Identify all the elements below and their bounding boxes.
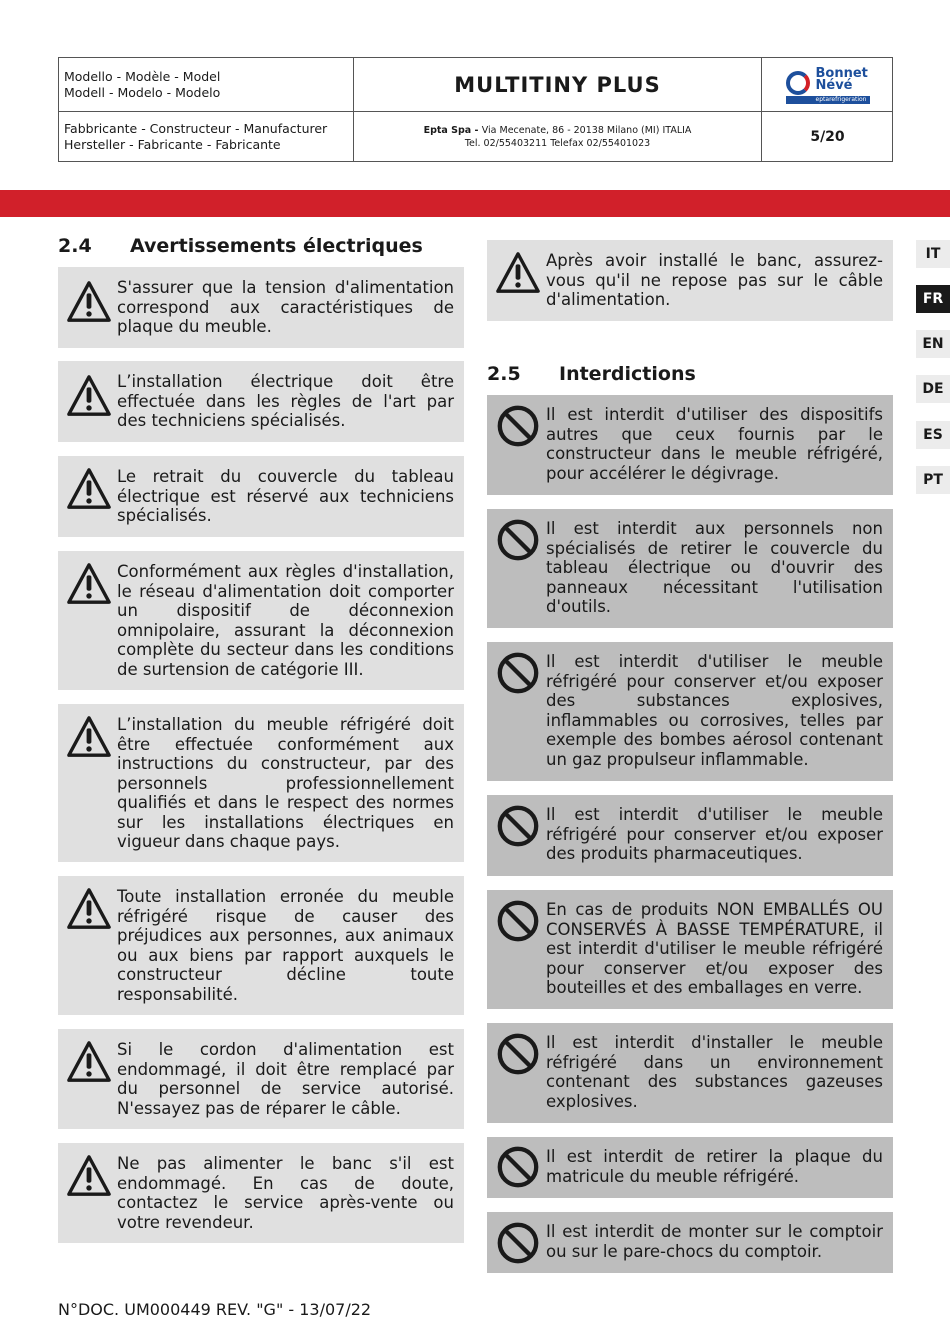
company-address: Via Mecenate, 86 - 20138 Milano (MI) ITALIA [481,125,692,136]
model-name: MULTITINY PLUS [454,72,661,97]
model-label-1: Modello - Modèle - Model [64,68,221,84]
prohibition-box [487,509,893,628]
logo-text-2: Névé [815,77,853,93]
company-name: Epta Spa - [423,125,482,136]
prohibition-icon [495,898,541,944]
prohibition-text: Il est interdit d'utiliser le meuble réfrigéré pour conserver et/ou exposer des substances explosives, inflammables ou corrosives, telles par exemple des bombes aérosol contenant un gaz propulseur inflammable. [546,652,883,769]
prohibition-text: Il est interdit d'utiliser des dispositifs autres que ceux fournis par le constructeur dans le meuble réfrigéré, pour accélérer le dégivrage. [546,405,883,483]
warning-triangle-icon [66,886,112,932]
company-phone: Tel. 02/55403211 Telefax 02/55401023 [464,138,651,149]
warning-triangle-icon [66,1039,112,1085]
manufacturer-label-1: Fabbricante - Constructeur - Manufacturer [64,121,328,136]
prohibition-box [487,642,893,781]
lang-tab-it[interactable]: IT [916,240,950,268]
warning-triangle-icon [66,466,112,512]
prohibition-box [487,795,893,876]
page-number-cell [762,112,893,162]
document-number: N°DOC. UM000449 REV. "G" - 13/07/22 [58,1300,372,1319]
warning-box [58,267,464,348]
warning-box [58,1143,464,1243]
prohibition-box [487,395,893,495]
warning-triangle-icon [66,373,112,419]
warning-triangle-icon [66,561,112,607]
warning-box [58,551,464,690]
prohibition-text: Il est interdit d'utiliser le meuble réfrigéré pour conserver et/ou exposer des produits pharmaceutiques. [546,805,883,863]
warning-box [58,876,464,1015]
lang-tab-fr[interactable]: FR [916,285,950,313]
warning-box [58,704,464,862]
model-name-cell [354,58,762,111]
red-band [0,190,950,217]
model-label-2: Modell - Modelo - Modelo [64,84,221,100]
manufacturer-label-cell [59,112,354,162]
warning-text: L’installation électrique doit être effectuée dans les règles de l'art par des techniciens spécialisés. [117,372,454,430]
section-number: 2.5 [487,363,521,385]
logo-text-1: Bonnet [815,65,868,81]
prohibition-text: Il est interdit de retirer la plaque du matricule du meuble réfrigéré. [546,1147,883,1186]
section-heading: Avertissements électriques [130,235,423,257]
model-label-cell [59,58,354,111]
prohibition-text: En cas de produits NON EMBALLÉS OU CONSERVÉS À BASSE TEMPÉRATURE, il est interdit d'utiliser le meuble réfrigéré pour conserver et/ou exposer des bouteilles et des emballages en verre. [546,900,883,997]
warning-text: S'assurer que la tension d'alimentation correspond aux caractéristiques de plaque du meuble. [117,278,454,336]
warning-box [58,1029,464,1129]
prohibition-icon [495,1144,541,1190]
warning-box [58,361,464,442]
warning-text: Après avoir installé le banc, assurez-vous qu'il ne repose pas sur le câble d'alimentation. [546,251,883,309]
manufacturer-label-2: Hersteller - Fabricante - Fabricante [64,137,281,152]
warning-text: Ne pas alimenter le banc s'il est endommagé. En cas de doute, contactez le service après-vente ou votre revendeur. [117,1154,454,1232]
warning-triangle-icon [495,250,541,296]
warning-triangle-icon [66,279,112,325]
lang-tab-de[interactable]: DE [916,375,950,403]
prohibition-text: Il est interdit de monter sur le comptoir ou sur le pare-chocs du comptoir. [546,1222,883,1261]
header-row-model [59,58,892,112]
prohibition-icon [495,650,541,696]
prohibition-box [487,890,893,1009]
warning-text: Toute installation erronée du meuble réfrigéré risque de causer des préjudices aux personnes, aux animaux ou aux biens par rapport auxquels le constructeur décline toute responsabilité. [117,887,454,1004]
prohibition-icon [495,517,541,563]
header-row-manufacturer [59,112,892,162]
warning-text: Le retrait du couvercle du tableau électrique est réservé aux techniciens spécialisés. [117,467,454,525]
page-number: 5/20 [810,129,845,145]
warning-box [487,240,893,321]
prohibition-icon [495,1031,541,1077]
lang-tab-en[interactable]: EN [916,330,950,358]
prohibition-icon [495,403,541,449]
prohibition-box [487,1137,893,1198]
prohibition-icon [495,803,541,849]
prohibition-box [487,1023,893,1123]
section-title-2-4 [58,235,423,257]
warning-text: Si le cordon d'alimentation est endommagé, il doit être remplacé par du personnel de service autorisé. N'essayez pas de réparer le câble. [117,1040,454,1118]
warning-triangle-icon [66,714,112,760]
logo-subtitle: eptarefrigeration [786,96,870,104]
lang-tab-es[interactable]: ES [916,421,950,449]
prohibition-box [487,1212,893,1273]
manufacturer-address-cell [354,112,762,162]
bonnet-neve-logo [786,65,870,105]
warning-triangle-icon [66,1153,112,1199]
warning-text: L’installation du meuble réfrigéré doit être effectuée conformément aux instructions du constructeur, par des personnels professionnellement qualifiés et dans le respect des normes sur les installations électriques en vigueur dans chaque pays. [117,715,454,851]
logo-euro-icon [786,71,810,95]
logo-cell [762,58,893,111]
section-number: 2.4 [58,235,92,257]
prohibition-text: Il est interdit d'installer le meuble réfrigéré dans un environnement contenant des substances gazeuses explosives. [546,1033,883,1111]
section-title-2-5 [487,363,696,385]
prohibition-text: Il est interdit aux personnels non spécialisés de retirer le couvercle du tableau électrique ou d'ouvrir des panneaux nécessitant l'utilisation d'outils. [546,519,883,616]
document-header [58,57,893,162]
lang-tab-pt[interactable]: PT [916,466,950,494]
section-heading: Interdictions [559,363,696,385]
warning-box [58,456,464,537]
prohibition-icon [495,1220,541,1266]
warning-text: Conformément aux règles d'installation, le réseau d'alimentation doit comporter un dispositif de déconnexion omnipolaire, assurant la déconnexion complète du secteur dans les conditions de surtension de catégorie III. [117,562,454,679]
